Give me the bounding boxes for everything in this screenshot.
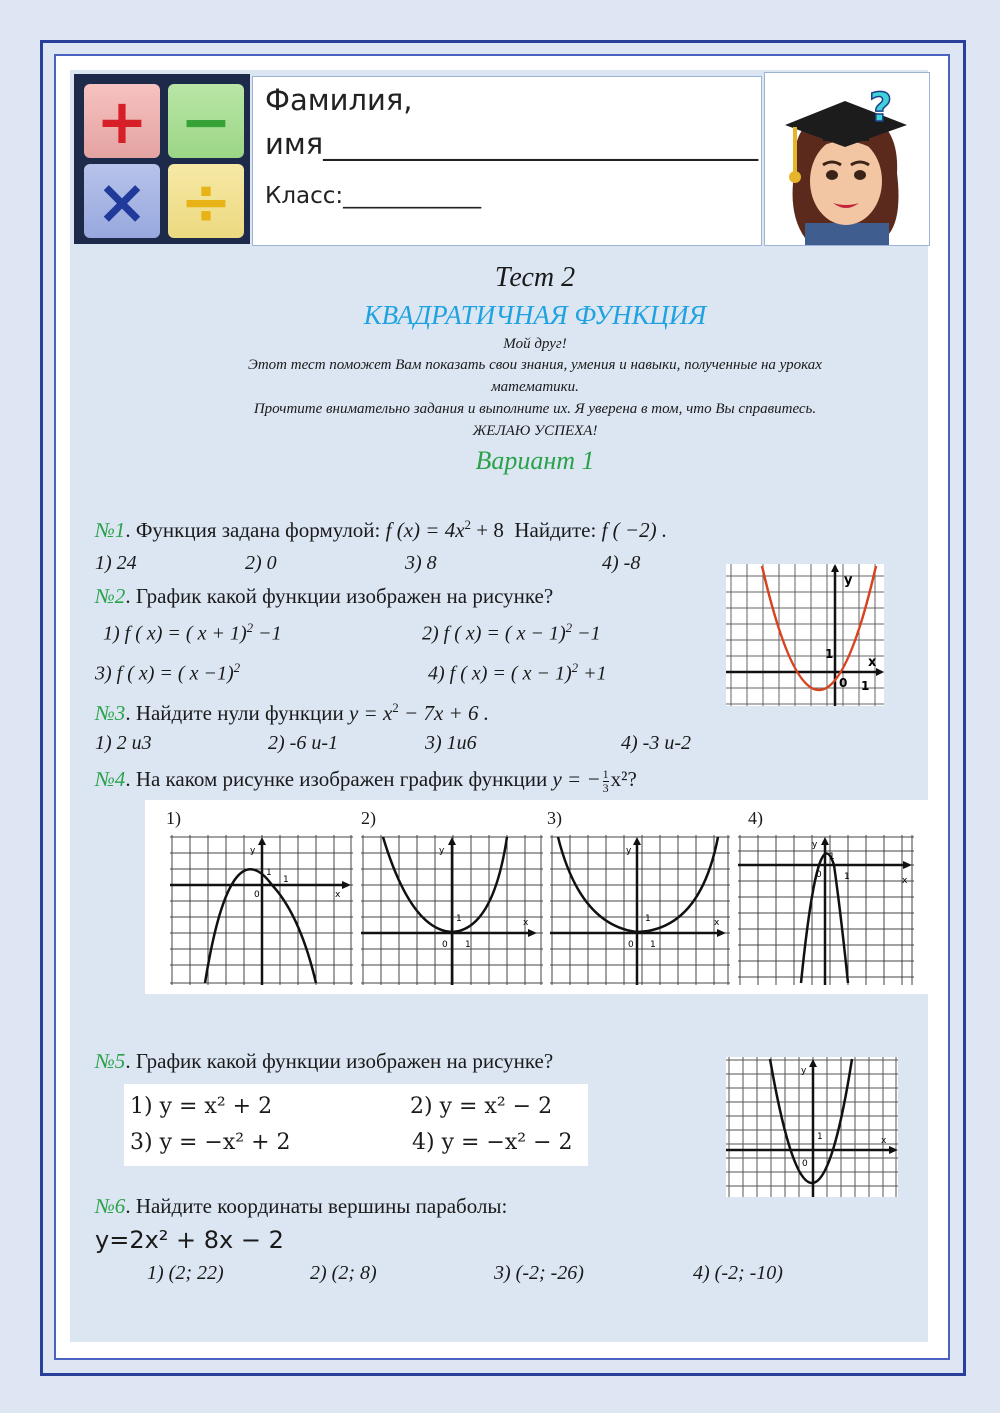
q3-option-2[interactable]: 2) -6 и-1: [268, 732, 338, 754]
class-label: Класс:: [265, 183, 344, 209]
q5-graph-one: 1: [817, 1132, 823, 1142]
question-2-number: №2: [95, 584, 126, 608]
class-label-row: [265, 183, 481, 209]
question-2: [95, 584, 553, 609]
question-1: [95, 517, 667, 543]
question-6: [95, 1194, 507, 1219]
q4-graph-2-label[interactable]: 2): [361, 808, 376, 828]
q4-g1-one-x: 1: [283, 875, 289, 885]
question-3-text: . Найдите нули функции: [125, 701, 349, 725]
question-4-fraction-num: 1: [602, 766, 609, 781]
q2-graph-one-y: 1: [825, 647, 834, 661]
greeting: Мой друг!: [503, 336, 567, 352]
q4-g1-zero: 0: [254, 890, 260, 900]
topic-title: КВАДРАТИЧНАЯ ФУНКЦИЯ: [363, 300, 707, 330]
q4-graph-2[interactable]: [361, 835, 543, 985]
q4-graph-1[interactable]: [170, 835, 353, 985]
math-operators-tile: [74, 74, 250, 244]
q4-g3-one-x: 1: [650, 940, 656, 950]
q2-option-3-exp: 2: [233, 660, 241, 675]
q4-graph-1-label[interactable]: 1): [166, 808, 181, 828]
q4-g2-x-label: x: [523, 918, 529, 928]
q4-g4-y-label: y: [812, 840, 818, 850]
q4-graph-4[interactable]: [738, 835, 914, 985]
q4-g3-y-label: y: [626, 846, 632, 856]
q2-option-1-exp: 2: [246, 620, 254, 635]
q6-option-1[interactable]: 1) (2; 22): [147, 1262, 224, 1284]
q2-option-4-exp: 2: [571, 660, 579, 675]
q4-g3-zero: 0: [628, 940, 634, 950]
class-blank-line[interactable]: ____________: [343, 183, 482, 209]
test-title: Тест 2: [494, 262, 576, 293]
name-label-row: [265, 127, 758, 161]
question-4-fraction-den: 3: [602, 780, 609, 795]
q5-option-2[interactable]: 2) y = x² − 2: [410, 1094, 553, 1119]
question-1-exponent: 2: [464, 517, 472, 532]
q2-option-4-tail: +1: [578, 662, 607, 685]
q4-graph-4-label[interactable]: 4): [748, 808, 763, 828]
q3-option-1[interactable]: 1) 2 и3: [95, 732, 152, 754]
question-4-number: №4: [95, 767, 126, 791]
q2-option-3-head: 3) f ( x) = ( x −1): [95, 662, 234, 685]
q6-option-4[interactable]: 4) (-2; -10): [693, 1262, 783, 1284]
q4-g2-y-label: y: [439, 846, 445, 856]
question-4-text: . На каком рисунке изображен график функции: [125, 767, 553, 791]
q4-g3-one-y: 1: [645, 914, 651, 924]
teacher-avatar: [764, 72, 930, 246]
q1-option-4[interactable]: 4) -8: [602, 552, 641, 574]
q6-option-3[interactable]: 3) (-2; -26): [494, 1262, 584, 1284]
q5-graph: [726, 1057, 898, 1197]
avatar-illustration: [765, 73, 929, 245]
q5-graph-y-label: y: [801, 1066, 807, 1076]
question-3-number: №3: [95, 701, 126, 725]
q2-graph-zero: 0: [839, 676, 848, 690]
q2-option-2-exp: 2: [565, 620, 573, 635]
q4-g2-one-x: 1: [465, 940, 471, 950]
name-label: имя: [265, 127, 324, 161]
question-4: [95, 767, 637, 795]
surname-label: Фамилия,: [265, 83, 413, 117]
q2-option-2-tail: −1: [572, 622, 601, 645]
q2-graph-one-x: 1: [861, 679, 870, 693]
intro-line-1: Этот тест поможет Вам показать свои знания, умения и навыки, полученные на уроках: [248, 357, 822, 373]
q2-graph-y-label: y: [844, 573, 853, 588]
q4-graph-3-label[interactable]: 3): [547, 808, 562, 828]
variant-title: Вариант 1: [475, 446, 595, 475]
q4-g1-x-label: x: [335, 890, 341, 900]
question-1-text: . Функция задана формулой:: [125, 518, 386, 542]
q4-graph-3[interactable]: [550, 835, 730, 985]
q2-option-1[interactable]: [103, 620, 282, 646]
q5-option-1[interactable]: 1) y = x² + 2: [130, 1094, 273, 1119]
q5-graph-x-label: x: [881, 1136, 887, 1146]
intro-line-2: математики.: [491, 379, 579, 395]
question-3-formula-tail: − 7x + 6 .: [398, 701, 489, 725]
q2-graph: [726, 564, 884, 706]
intro-line-3: Прочтите внимательно задания и выполните их. Я уверена в том, что Вы справитесь.: [253, 401, 817, 417]
wish-text: ЖЕЛАЮ УСПЕХА!: [472, 423, 598, 439]
q2-option-1-tail: −1: [253, 622, 282, 645]
question-3: [95, 700, 489, 726]
question-4-fraction: [603, 768, 609, 795]
q4-g4-zero: 0: [816, 870, 822, 880]
student-name-box: [252, 76, 762, 246]
question-5-text: . График какой функции изображен на рисунке?: [125, 1049, 554, 1073]
question-4-formula-tail: x²?: [610, 767, 637, 791]
q4-g2-zero: 0: [442, 940, 448, 950]
divide-icon: ÷: [168, 164, 244, 238]
name-blank-line[interactable]: ______________________________: [323, 127, 759, 161]
q1-option-3[interactable]: 3) 8: [405, 552, 437, 574]
question-6-text: . Найдите координаты вершины параболы:: [125, 1194, 508, 1218]
plus-icon: +: [84, 84, 160, 158]
question-2-text: . График какой функции изображен на рисунке?: [125, 584, 554, 608]
q2-option-4[interactable]: [428, 660, 607, 686]
question-3-exponent: 2: [392, 700, 399, 715]
q2-option-4-head: 4) f ( x) = ( x − 1): [428, 662, 572, 685]
q2-option-1-head: 1) f ( x) = ( x + 1): [103, 622, 247, 645]
q4-g4-x-label: x: [902, 876, 908, 886]
question-1-number: №1: [95, 518, 126, 542]
q3-option-3[interactable]: 3) 1и6: [425, 732, 477, 754]
q2-graph-x-label: x: [868, 655, 877, 670]
q1-option-1[interactable]: 1) 24: [95, 552, 137, 574]
question-1-find-expr: f ( −2) .: [601, 518, 668, 542]
q1-option-2[interactable]: 2) 0: [245, 552, 277, 574]
q5-graph-zero: 0: [802, 1159, 808, 1169]
q4-g4-one-x: 1: [844, 872, 850, 882]
q4-g1-one-y: 1: [266, 868, 272, 878]
q4-g1-y-label: y: [250, 846, 256, 856]
q2-option-2[interactable]: [422, 620, 601, 646]
question-5: [95, 1049, 553, 1074]
question-4-formula-head: y = −: [552, 767, 601, 791]
q5-option-3[interactable]: 3) y = −x² + 2: [130, 1130, 291, 1155]
question-3-formula: y = x: [348, 701, 393, 725]
question-mark-icon: ?: [869, 85, 893, 131]
question-5-number: №5: [95, 1049, 126, 1073]
q6-option-2[interactable]: 2) (2; 8): [310, 1262, 377, 1284]
q4-g2-one-y: 1: [456, 914, 462, 924]
question-1-find: Найдите:: [514, 518, 602, 542]
multiply-icon: ×: [84, 164, 160, 238]
question-1-formula-tail: + 8: [471, 518, 504, 542]
q3-option-4[interactable]: 4) -3 и-2: [621, 732, 691, 754]
q2-option-3[interactable]: [95, 660, 240, 686]
q5-option-4[interactable]: 4) y = −x² − 2: [412, 1130, 573, 1155]
q4-g4-one-y: 1: [829, 852, 835, 862]
q2-option-2-head: 2) f ( x) = ( x − 1): [422, 622, 566, 645]
minus-icon: −: [168, 84, 244, 158]
question-1-formula: f (x) = 4x: [385, 518, 465, 542]
question-6-number: №6: [95, 1194, 126, 1218]
q4-g3-x-label: x: [714, 918, 720, 928]
question-6-formula: y=2x² + 8x − 2: [95, 1226, 284, 1254]
